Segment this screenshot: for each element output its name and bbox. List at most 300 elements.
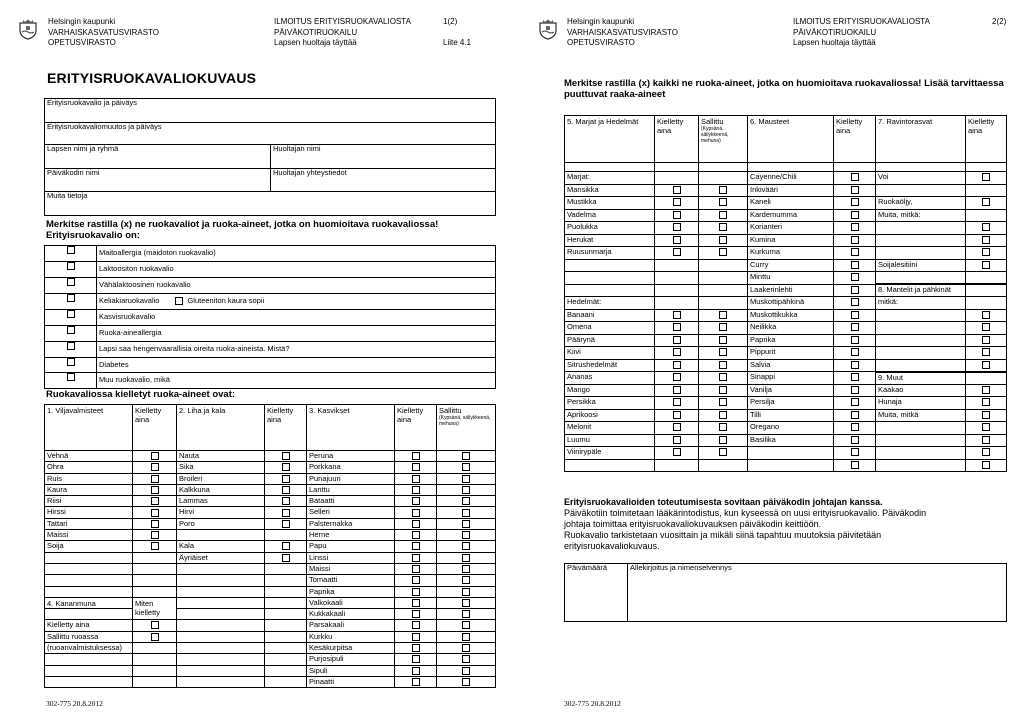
diet-row (45, 326, 496, 342)
veg-forbidden-cell (395, 462, 437, 473)
spice-forbidden-checkbox[interactable] (851, 236, 859, 244)
meat-name-cell (177, 609, 265, 620)
fruit-allowed-cell (699, 234, 748, 247)
gluten-free-oats-checkbox[interactable] (175, 297, 183, 305)
veg-forbidden-checkbox[interactable] (412, 520, 420, 528)
fat-forbidden-checkbox[interactable] (982, 386, 990, 394)
grain-forbidden-cell (133, 507, 177, 518)
veg-forbidden-cell (395, 507, 437, 518)
spice-name-cell (748, 447, 834, 460)
fat-name-cell (876, 409, 966, 422)
meat-name-cell (177, 507, 265, 518)
diet-checkbox[interactable] (67, 310, 75, 318)
veg-allowed-checkbox[interactable] (462, 475, 470, 483)
diet-checkbox[interactable] (67, 262, 75, 270)
spice-forbidden-checkbox[interactable] (851, 311, 859, 319)
fruit-allowed-checkbox[interactable] (719, 386, 727, 394)
spice-forbidden-checkbox[interactable] (851, 211, 859, 219)
notes-block (564, 497, 1014, 552)
spice-forbidden-checkbox[interactable] (851, 248, 859, 256)
veg-label: Kukkakaali (309, 609, 346, 619)
veg-allowed-checkbox[interactable] (462, 678, 470, 686)
fruit-name-cell (565, 259, 655, 272)
fruit-forbidden-checkbox[interactable] (673, 411, 681, 419)
diet-checkbox[interactable] (67, 373, 75, 381)
meat-name-cell (177, 530, 265, 541)
fat-forbidden-cell (966, 222, 1007, 235)
veg-allowed-checkbox[interactable] (462, 576, 470, 584)
meat-label: Nauta (179, 451, 200, 460)
spice-forbidden-checkbox[interactable] (851, 448, 859, 456)
veg-forbidden-checkbox[interactable] (412, 509, 420, 517)
veg-allowed-checkbox[interactable] (462, 531, 470, 539)
egg-how-label: Miten kielletty (135, 598, 161, 617)
grain-label: Ruis (47, 473, 63, 483)
fat-forbidden-checkbox[interactable] (982, 261, 990, 269)
fruit-allowed-checkbox[interactable] (719, 348, 727, 356)
spice-label: Basilika (750, 434, 776, 444)
fruit-label: Aprikoosi (567, 409, 598, 419)
veg-name-cell (307, 620, 395, 631)
fruit-forbidden-checkbox[interactable] (673, 448, 681, 456)
berry-label: Mansikka (567, 184, 599, 194)
spice-forbidden-checkbox[interactable] (851, 398, 859, 406)
fruit-label: Mango (567, 384, 590, 394)
diet-label-cell (97, 262, 496, 278)
veg-allowed-checkbox[interactable] (462, 463, 470, 471)
grain-forbidden-checkbox[interactable] (151, 520, 159, 528)
meat-forbidden-checkbox[interactable] (282, 463, 290, 471)
veg-name-cell (307, 462, 395, 473)
spice-forbidden-checkbox[interactable] (851, 223, 859, 231)
grain-name-cell (45, 552, 133, 563)
spice-label: Kardemumma (750, 209, 798, 219)
veg-allowed-checkbox[interactable] (462, 667, 470, 675)
diet-date-field[interactable] (45, 99, 496, 123)
fat-forbidden-checkbox[interactable] (982, 248, 990, 256)
fruit-label: Ananas (567, 372, 593, 381)
spice-label: Korianteri (750, 222, 783, 231)
meat-label: Lammas (179, 496, 208, 506)
meat-forbidden-checkbox[interactable] (282, 486, 290, 494)
veg-allowed-checkbox[interactable] (462, 565, 470, 573)
fat-forbidden-checkbox[interactable] (982, 361, 990, 369)
fruit-allowed-cell (699, 347, 748, 360)
veg-forbidden-checkbox[interactable] (412, 644, 420, 652)
fruit-forbidden-cell (655, 197, 699, 210)
veg-allowed-checkbox[interactable] (462, 497, 470, 505)
veg-forbidden-checkbox[interactable] (412, 486, 420, 494)
veg-forbidden-cell (395, 496, 437, 507)
spice-forbidden-checkbox[interactable] (851, 461, 859, 469)
veg-forbidden-checkbox[interactable] (412, 531, 420, 539)
spice-forbidden-checkbox[interactable] (851, 336, 859, 344)
veg-allowed-checkbox[interactable] (462, 621, 470, 629)
fat-forbidden-cell (966, 272, 1007, 285)
spice-forbidden-checkbox[interactable] (851, 298, 859, 306)
veg-name-cell (307, 575, 395, 586)
veg-forbidden-checkbox[interactable] (412, 475, 420, 483)
food-row (45, 530, 496, 541)
veg-forbidden-header (395, 405, 437, 451)
veg-label: Tomaatti (309, 575, 338, 585)
ingredient-row (565, 234, 1007, 247)
fat-forbidden-checkbox[interactable] (982, 223, 990, 231)
veg-forbidden-cell (395, 631, 437, 642)
fat-forbidden-checkbox[interactable] (982, 336, 990, 344)
spice-forbidden-checkbox[interactable] (851, 348, 859, 356)
fruit-allowed-checkbox[interactable] (719, 436, 727, 444)
fruit-allowed-cell (699, 372, 748, 385)
fat-label: Ruokaöljy, (878, 197, 913, 206)
veg-forbidden-checkbox[interactable] (412, 678, 420, 686)
fruit-allowed-checkbox[interactable] (719, 411, 727, 419)
fruit-allowed-checkbox[interactable] (719, 311, 727, 319)
grain-forbidden-checkbox[interactable] (151, 475, 159, 483)
spice-forbidden-checkbox[interactable] (851, 386, 859, 394)
fruit-name-cell (565, 197, 655, 210)
veg-allowed-checkbox[interactable] (462, 588, 470, 596)
veg-forbidden-cell (395, 552, 437, 563)
diet-checkbox-cell (45, 278, 97, 294)
veg-forbidden-checkbox[interactable] (412, 610, 420, 618)
spice-forbidden-checkbox[interactable] (851, 261, 859, 269)
grain-forbidden-checkbox[interactable] (151, 542, 159, 550)
fat-forbidden-checkbox[interactable] (982, 311, 990, 319)
veg-forbidden-checkbox[interactable] (412, 554, 420, 562)
meat-forbidden-cell (265, 518, 307, 529)
fat-forbidden-checkbox[interactable] (982, 236, 990, 244)
meat-forbidden-checkbox[interactable] (282, 520, 290, 528)
veg-allowed-label: Sallittu (439, 406, 462, 415)
guardian-name-field[interactable] (271, 145, 496, 169)
fruit-allowed-checkbox[interactable] (719, 198, 727, 206)
meat-forbidden-cell (265, 552, 307, 563)
fruit-allowed-checkbox[interactable] (719, 373, 727, 381)
diet-label: Muu ruokavalio, mikä (99, 375, 170, 384)
fruit-forbidden-checkbox[interactable] (673, 361, 681, 369)
spice-forbidden-checkbox[interactable] (851, 436, 859, 444)
spice-label: Paprika (750, 334, 776, 344)
meat-forbidden-checkbox[interactable] (282, 452, 290, 460)
food-row (45, 518, 496, 529)
grain-forbidden-checkbox[interactable] (151, 531, 159, 539)
fruit-forbidden-checkbox[interactable] (673, 348, 681, 356)
meat-forbidden-cell (265, 620, 307, 631)
fat-forbidden-cell (966, 409, 1007, 422)
egg-header-label: 4. Kananmuna (47, 598, 96, 608)
fat-name-cell (876, 284, 966, 297)
veg-forbidden-cell (395, 473, 437, 484)
meat-forbidden-checkbox[interactable] (282, 509, 290, 517)
spice-forbidden-cell (834, 322, 876, 335)
spice-label: Curry (750, 259, 769, 269)
ingredient-row (565, 322, 1007, 335)
veg-allowed-checkbox[interactable] (462, 520, 470, 528)
veg-forbidden-checkbox[interactable] (412, 655, 420, 663)
fat-forbidden-checkbox[interactable] (982, 461, 990, 469)
veg-allowed-cell (437, 484, 496, 495)
fat-forbidden-cell (966, 209, 1007, 222)
fruit-forbidden-checkbox[interactable] (673, 423, 681, 431)
grain-name-cell (45, 484, 133, 495)
fruit-forbidden-checkbox[interactable] (673, 186, 681, 194)
fruit-forbidden-checkbox[interactable] (673, 336, 681, 344)
veg-forbidden-checkbox[interactable] (412, 588, 420, 596)
grain-forbidden-cell (133, 676, 177, 687)
veg-forbidden-cell (395, 643, 437, 654)
diet-checkbox[interactable] (67, 342, 75, 350)
meat-forbidden-checkbox[interactable] (282, 542, 290, 550)
other-header-label: 9. Muut (878, 372, 904, 382)
meat-forbidden-cell (265, 462, 307, 473)
spice-forbidden-cell (834, 334, 876, 347)
diet-row (45, 310, 496, 326)
food-row (45, 552, 496, 563)
fat-forbidden-checkbox[interactable] (982, 411, 990, 419)
fruit-forbidden-checkbox[interactable] (673, 236, 681, 244)
spice-forbidden-checkbox[interactable] (851, 323, 859, 331)
fat-name-cell (876, 197, 966, 210)
fat-forbidden-cell (966, 397, 1007, 410)
diet-change-field[interactable] (45, 123, 496, 145)
meat-forbidden-checkbox[interactable] (282, 475, 290, 483)
fruit-allowed-checkbox[interactable] (719, 448, 727, 456)
veg-name-cell (307, 541, 395, 552)
veg-allowed-checkbox[interactable] (462, 452, 470, 460)
berries-allowed-header (699, 116, 748, 163)
signature-field[interactable] (628, 564, 1007, 622)
fruit-allowed-checkbox[interactable] (719, 248, 727, 256)
diet-checkbox[interactable] (67, 358, 75, 366)
fruit-forbidden-cell (655, 434, 699, 447)
veg-forbidden-checkbox[interactable] (412, 667, 420, 675)
spice-forbidden-cell (834, 384, 876, 397)
fat-forbidden-cell (966, 184, 1007, 197)
egg-allowed-checkbox[interactable] (151, 633, 159, 641)
veg-allowed-checkbox[interactable] (462, 655, 470, 663)
veg-allowed-checkbox[interactable] (462, 599, 470, 607)
spice-label: Muskottikukka (750, 309, 798, 319)
grain-name-cell (45, 473, 133, 484)
fat-forbidden-checkbox[interactable] (982, 323, 990, 331)
fruit-allowed-checkbox[interactable] (719, 211, 727, 219)
veg-forbidden-checkbox[interactable] (412, 452, 420, 460)
fat-forbidden-checkbox[interactable] (982, 423, 990, 431)
fat-name-cell (876, 347, 966, 360)
spice-name-cell (748, 259, 834, 272)
meat-label: Äyriäiset (179, 552, 208, 562)
diet-row (45, 294, 496, 310)
veg-label: Selleri (309, 507, 330, 517)
guardian-contact-field[interactable] (271, 169, 496, 192)
grain-forbidden-checkbox[interactable] (151, 497, 159, 505)
veg-forbidden-checkbox[interactable] (412, 599, 420, 607)
fruits-section-label: Hedelmät: (567, 297, 602, 306)
veg-allowed-cell (437, 462, 496, 473)
form-filler: Lapsen huoltaja täyttää (274, 38, 357, 47)
veg-name-cell (307, 507, 395, 518)
veg-forbidden-cell (395, 676, 437, 687)
fat-forbidden-checkbox[interactable] (982, 436, 990, 444)
veg-allowed-checkbox[interactable] (462, 554, 470, 562)
grain-forbidden-checkbox[interactable] (151, 486, 159, 494)
veg-label: Purjosipuli (309, 654, 344, 664)
diet-row (45, 342, 496, 358)
grain-name-cell (45, 586, 133, 597)
fruit-forbidden-checkbox[interactable] (673, 311, 681, 319)
diet-checkbox[interactable] (67, 326, 75, 334)
spice-forbidden-cell (834, 434, 876, 447)
fruit-allowed-checkbox[interactable] (719, 186, 727, 194)
meat-forbidden-cell (265, 586, 307, 597)
other-item-label: Hunaja (878, 397, 902, 406)
veg-allowed-cell (437, 620, 496, 631)
fruit-allowed-checkbox[interactable] (719, 423, 727, 431)
fruit-forbidden-checkbox[interactable] (673, 211, 681, 219)
veg-label: Lanttu (309, 484, 330, 494)
fruit-allowed-checkbox[interactable] (719, 236, 727, 244)
fat-forbidden-checkbox[interactable] (982, 348, 990, 356)
spice-label: Pippurit (750, 347, 776, 356)
berries-header (565, 116, 655, 163)
fruit-allowed-cell (699, 422, 748, 435)
daycare-name-field[interactable] (45, 169, 271, 192)
spice-forbidden-checkbox[interactable] (851, 198, 859, 206)
spice-forbidden-checkbox[interactable] (851, 273, 859, 281)
veg-allowed-cell (437, 575, 496, 586)
veg-forbidden-checkbox[interactable] (412, 497, 420, 505)
diet-checkbox[interactable] (67, 246, 75, 254)
fat-forbidden-checkbox[interactable] (982, 173, 990, 181)
grains-forbidden-label: Kielletty aina (135, 406, 162, 424)
fat-label: Muita, mitkä: (878, 209, 921, 219)
veg-label: Maissi (309, 563, 331, 573)
spice-forbidden-checkbox[interactable] (851, 361, 859, 369)
form-title: ILMOITUS ERITYISRUOKAVALIOSTA (274, 17, 411, 26)
spice-forbidden-checkbox[interactable] (851, 186, 859, 194)
nuts-sub-label: mitkä: (878, 297, 899, 306)
spice-label: Cayenne/Chili (750, 172, 797, 181)
veg-forbidden-checkbox[interactable] (412, 576, 420, 584)
fat-forbidden-checkbox[interactable] (982, 198, 990, 206)
fat-forbidden-cell (966, 234, 1007, 247)
veg-forbidden-checkbox[interactable] (412, 463, 420, 471)
spice-label: Vanilja (750, 384, 772, 394)
veg-forbidden-checkbox[interactable] (412, 633, 420, 641)
diet-checkbox-cell (45, 373, 97, 389)
fruit-forbidden-cell (655, 297, 699, 310)
fruit-forbidden-checkbox[interactable] (673, 436, 681, 444)
fruit-forbidden-cell (655, 447, 699, 460)
veg-allowed-checkbox[interactable] (462, 509, 470, 517)
veg-forbidden-cell (395, 665, 437, 676)
veg-allowed-cell (437, 541, 496, 552)
veg-label: Porkkana (309, 462, 341, 472)
veg-name-cell (307, 631, 395, 642)
fruit-allowed-checkbox[interactable] (719, 398, 727, 406)
fruit-allowed-checkbox[interactable] (719, 223, 727, 231)
fruit-forbidden-cell (655, 322, 699, 335)
veg-forbidden-checkbox[interactable] (412, 542, 420, 550)
fruit-forbidden-checkbox[interactable] (673, 373, 681, 381)
grain-forbidden-cell (133, 473, 177, 484)
fat-forbidden-cell (966, 297, 1007, 310)
spice-forbidden-checkbox[interactable] (851, 411, 859, 419)
fruit-forbidden-checkbox[interactable] (673, 198, 681, 206)
fruit-forbidden-checkbox[interactable] (673, 398, 681, 406)
veg-allowed-checkbox[interactable] (462, 644, 470, 652)
veg-allowed-cell (437, 643, 496, 654)
fruit-allowed-checkbox[interactable] (719, 336, 727, 344)
diet-label: Diabetes (99, 360, 129, 369)
meat-forbidden-checkbox[interactable] (282, 554, 290, 562)
diet-checkbox[interactable] (67, 294, 75, 302)
grain-forbidden-checkbox[interactable] (151, 452, 159, 460)
meat-forbidden-checkbox[interactable] (282, 497, 290, 505)
veg-allowed-checkbox[interactable] (462, 633, 470, 641)
berry-label: Puolukka (567, 222, 598, 231)
veg-name-cell (307, 665, 395, 676)
spice-forbidden-checkbox[interactable] (851, 173, 859, 181)
fat-forbidden-checkbox[interactable] (982, 398, 990, 406)
fruit-name-cell (565, 422, 655, 435)
veg-name-cell (307, 609, 395, 620)
fat-forbidden-cell (966, 322, 1007, 335)
fruit-forbidden-cell (655, 172, 699, 185)
spice-name-cell (748, 172, 834, 185)
spice-name-cell (748, 397, 834, 410)
ingredient-row (565, 247, 1007, 260)
grain-forbidden-checkbox[interactable] (151, 463, 159, 471)
spice-forbidden-checkbox[interactable] (851, 423, 859, 431)
spice-forbidden-checkbox[interactable] (851, 286, 859, 294)
fruit-label: Melonit (567, 422, 592, 431)
spice-forbidden-checkbox[interactable] (851, 373, 859, 381)
spice-label: Laakerinlehti (750, 284, 793, 294)
fruit-forbidden-checkbox[interactable] (673, 223, 681, 231)
fruit-forbidden-checkbox[interactable] (673, 248, 681, 256)
veg-name-cell (307, 597, 395, 608)
grain-name-cell (45, 676, 133, 687)
ingredient-row (565, 384, 1007, 397)
veg-allowed-checkbox[interactable] (462, 542, 470, 550)
diet-checkbox[interactable] (67, 278, 75, 286)
veg-forbidden-checkbox[interactable] (412, 565, 420, 573)
berry-label: Mustikka (567, 197, 597, 206)
meat-name-cell (177, 586, 265, 597)
fruit-allowed-checkbox[interactable] (719, 323, 727, 331)
fruit-forbidden-checkbox[interactable] (673, 386, 681, 394)
meat-name-cell (177, 541, 265, 552)
fruit-forbidden-cell (655, 459, 699, 472)
other-info-field[interactable] (45, 192, 496, 216)
fat-forbidden-cell (966, 459, 1007, 472)
fat-forbidden-checkbox[interactable] (982, 448, 990, 456)
spice-forbidden-cell (834, 309, 876, 322)
fats-forbidden-header (966, 116, 1007, 163)
fruit-forbidden-checkbox[interactable] (673, 323, 681, 331)
spices-header (748, 116, 834, 163)
veg-forbidden-checkbox[interactable] (412, 621, 420, 629)
child-name-field[interactable] (45, 145, 271, 169)
egg-forbidden-checkbox[interactable] (151, 621, 159, 629)
veg-allowed-checkbox[interactable] (462, 486, 470, 494)
veg-allowed-checkbox[interactable] (462, 610, 470, 618)
signature-date-field[interactable] (565, 564, 628, 622)
grain-forbidden-checkbox[interactable] (151, 509, 159, 517)
fruit-allowed-checkbox[interactable] (719, 361, 727, 369)
